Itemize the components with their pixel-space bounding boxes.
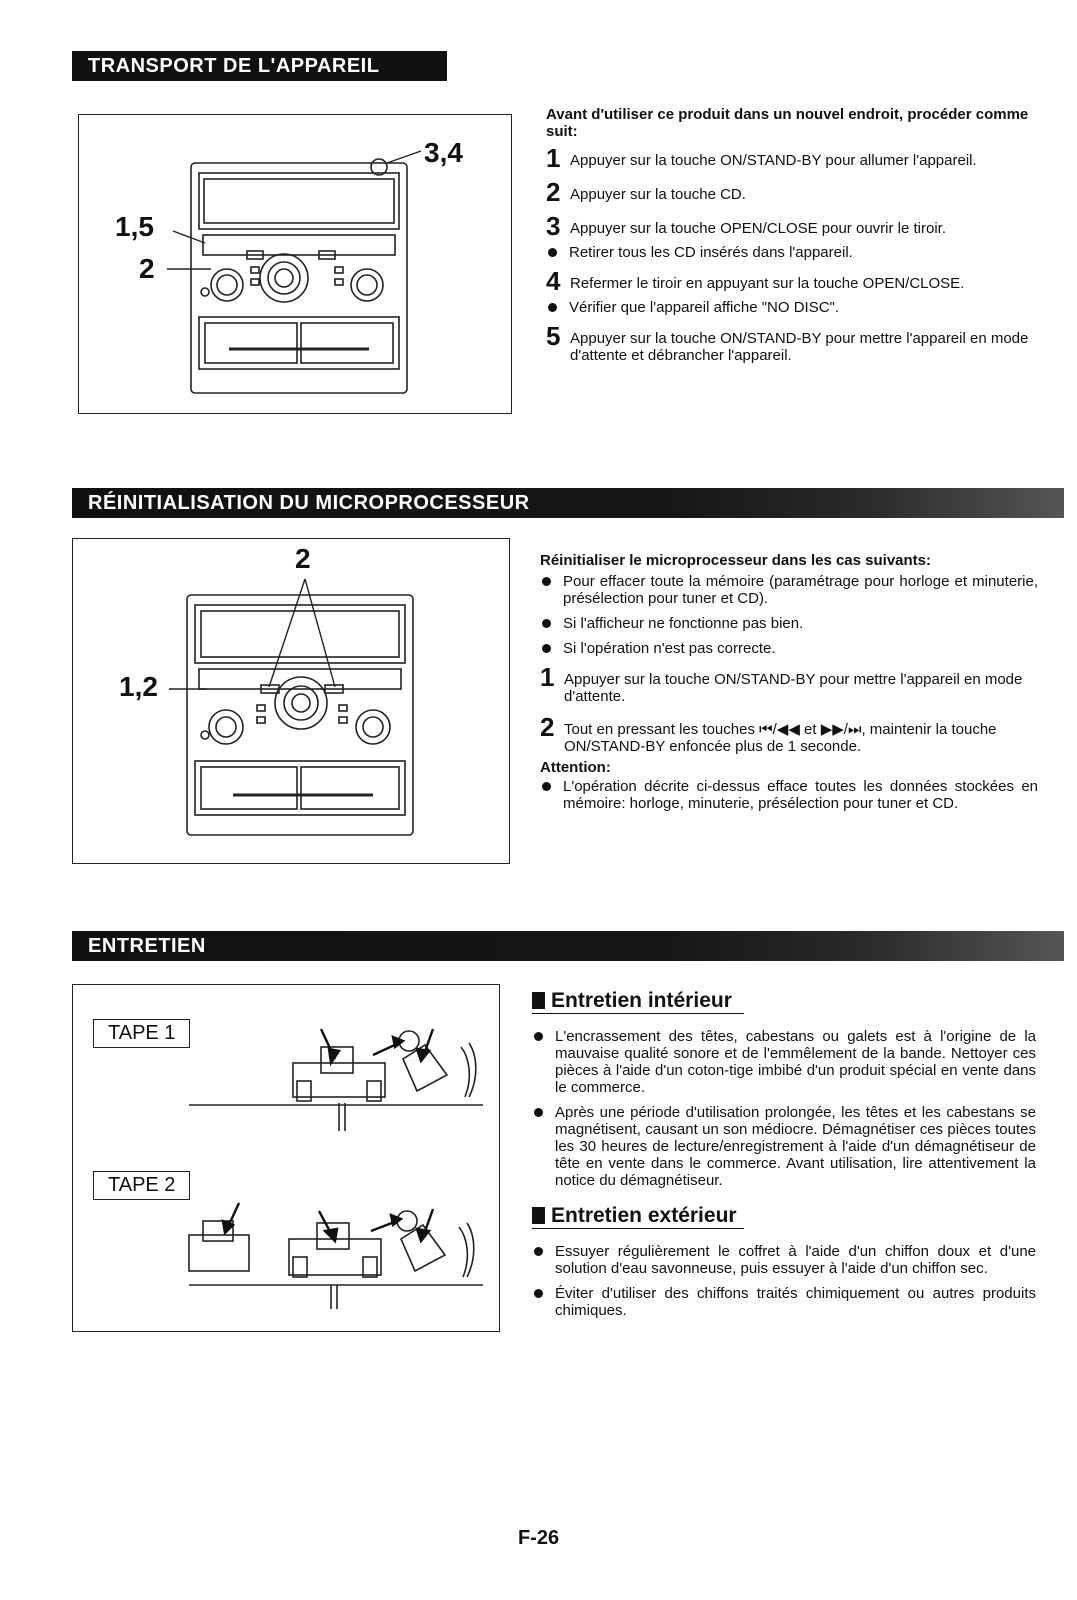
step-2: 2 Tout en pressant les touches ⏮/◀◀ et ▶▶/⏭, maintenir la touche ON/STAND-BY enfoncée plus de 1 seconde. xyxy=(540,712,997,755)
section-banner-maintenance xyxy=(72,931,1064,961)
bullet-dot-icon xyxy=(542,644,551,653)
interior-heading: Entretien intérieur xyxy=(532,992,1036,1009)
callout-2: 2 xyxy=(295,543,311,574)
exterior-heading: Entretien extérieur xyxy=(532,1207,1036,1224)
bullet-remove-cd: Retirer tous les CD insérés dans l'appareil. xyxy=(546,244,1042,261)
exterior-rule xyxy=(532,1228,744,1229)
tape-heads-illustration xyxy=(73,985,499,1331)
callout-1-2: 1,2 xyxy=(119,671,158,702)
section-banner-reset xyxy=(72,488,1064,518)
tape-2-label: TAPE 2 xyxy=(93,1171,190,1200)
bullet-attention: L'opération décrite ci-dessus efface toutes les données stockées en mémoire: horloge, minuterie, présélection pour tuner et CD. xyxy=(540,778,1038,812)
square-bullet-icon xyxy=(532,992,545,1009)
figure-reset xyxy=(72,538,510,864)
maintenance-instructions xyxy=(532,989,1036,1327)
section-title: ENTRETIEN xyxy=(88,935,206,957)
step-1: 1 Appuyer sur la touche ON/STAND-BY pour mettre l'appareil en mode d'attente. xyxy=(540,662,1023,705)
callout-3-4: 3,4 xyxy=(424,137,463,168)
step-2: 2 Appuyer sur la touche CD. xyxy=(546,177,746,207)
callout-1-5: 1,5 xyxy=(115,211,154,242)
bullet-dot-icon xyxy=(542,782,551,791)
bullet-dot-icon xyxy=(542,577,551,586)
step-3: 3 Appuyer sur la touche OPEN/CLOSE pour ouvrir le tiroir. xyxy=(546,211,946,241)
tape-1-label: TAPE 1 xyxy=(93,1019,190,1048)
page-number: F-26 xyxy=(517,1527,560,1549)
bullet-display: Si l'afficheur ne fonctionne pas bien. xyxy=(540,615,1038,632)
callout-2: 2 xyxy=(139,253,155,284)
interior-rule xyxy=(532,1013,744,1014)
bullet-clear-memory: Pour effacer toute la mémoire (paramétrage pour horloge et minuterie, présélection pour tuner et CD). xyxy=(540,573,1038,607)
bullet-dot-icon xyxy=(534,1108,543,1117)
attention-label: Attention: xyxy=(540,759,611,776)
step-4: 4 Refermer le tiroir en appuyant sur la touche OPEN/CLOSE. xyxy=(546,266,965,296)
bullet-operation: Si l'opération n'est pas correcte. xyxy=(540,640,1038,657)
bullet-exterior-2: Éviter d'utiliser des chiffons traités chimiquement ou autres produits chimiques. xyxy=(532,1285,1036,1319)
reset-instructions xyxy=(540,552,1038,820)
figure-maintenance xyxy=(72,984,500,1332)
bullet-dot-icon xyxy=(548,303,557,312)
bullet-dot-icon xyxy=(548,248,557,257)
bullet-dot-icon xyxy=(534,1247,543,1256)
square-bullet-icon xyxy=(532,1207,545,1224)
reset-lead: Réinitialiser le microprocesseur dans les cas suivants: xyxy=(540,552,932,569)
step-1: 1 Appuyer sur la touche ON/STAND-BY pour allumer l'appareil. xyxy=(546,143,977,173)
bullet-interior-1: L'encrassement des têtes, cabestans ou galets est à l'origine de la mauvaise qualité sonore et de l'emmêlement de la bande. Nettoyer ces pièces à l'aide d'un coton-tige imbibé d'un produit spécial en vente dans le commerce. xyxy=(532,1028,1036,1096)
section-title: RÉINITIALISATION DU MICROPROCESSEUR xyxy=(88,492,530,514)
bullet-no-disc: Vérifier que l'appareil affiche "NO DISC". xyxy=(546,299,1042,316)
transport-lead: Avant d'utiliser ce produit dans un nouvel endroit, procéder comme suit: xyxy=(546,106,1029,140)
bullet-interior-2: Après une période d'utilisation prolongée, les têtes et les cabestans se magnétisent, causant un son médiocre. Démagnétiser ces pièces toutes les 30 heures de lecture/enregistrement à l'aide d'un démagnétiseur de tête en vente dans le commerce. Avant utilisation, lire attentivement la notice du démagnétiseur. xyxy=(532,1104,1036,1189)
bullet-exterior-1: Essuyer régulièrement le coffret à l'aide d'un chiffon doux et d'une solution d'eau savonneuse, puis essuyer à l'aide d'un chiffon sec. xyxy=(532,1243,1036,1277)
transport-instructions xyxy=(546,106,1042,374)
bullet-dot-icon xyxy=(534,1032,543,1041)
bullet-dot-icon xyxy=(534,1289,543,1298)
section-title: TRANSPORT DE L'APPAREIL xyxy=(88,55,380,77)
step-5: 5 Appuyer sur la touche ON/STAND-BY pour mettre l'appareil en mode d'attente et débrancher l'appareil. xyxy=(546,321,1029,364)
figure-transport xyxy=(78,114,512,414)
bullet-dot-icon xyxy=(542,619,551,628)
section-banner-transport xyxy=(72,51,447,81)
